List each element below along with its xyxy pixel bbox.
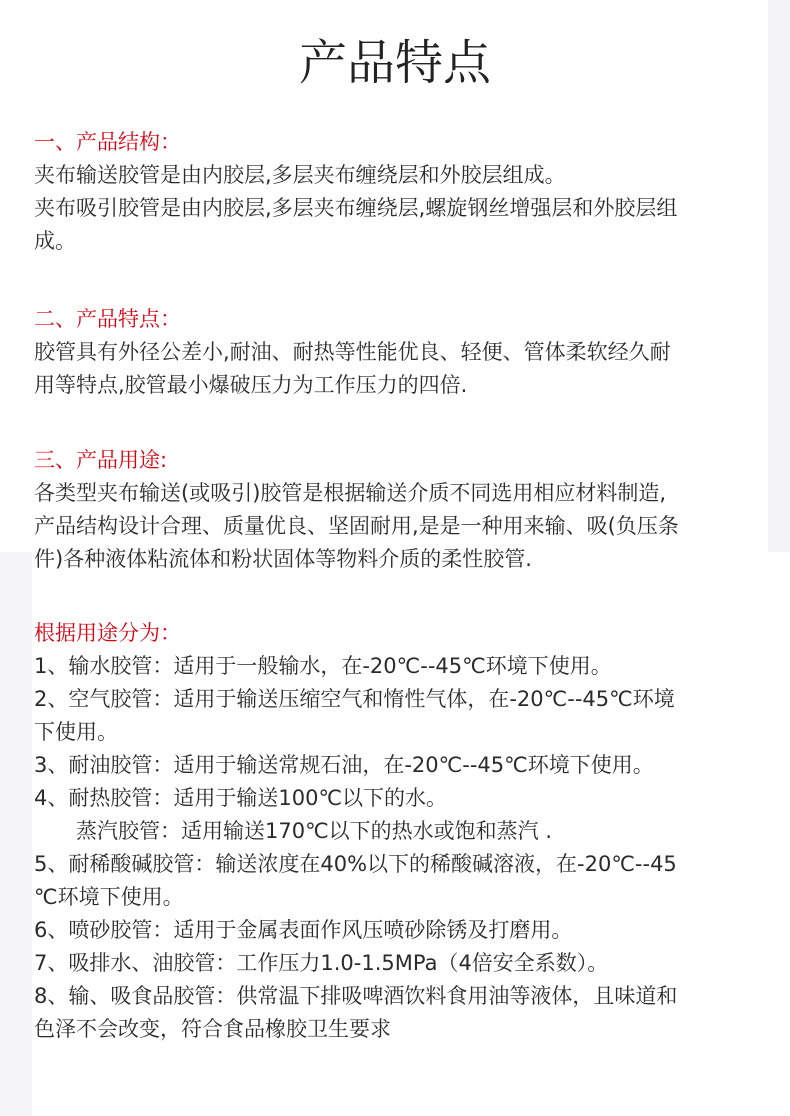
list-item: ℃环境下使用。: [34, 885, 184, 909]
section-heading-usage: 三、产品用途:: [34, 448, 168, 472]
page-title: 产品特点: [298, 35, 491, 91]
list-item: 4、耐热胶管：适用于输送100℃以下的水。: [34, 786, 448, 810]
section-classification: [34, 617, 764, 1046]
section-structure: [34, 126, 764, 258]
list-item: 3、耐油胶管：适用于输送常规石油，在-20℃--45℃环境下使用。: [34, 753, 654, 777]
list-item: 下使用。: [34, 720, 118, 744]
section-heading-classification: 根据用途分为：: [34, 621, 181, 645]
section-usage: [34, 444, 764, 576]
background-shade-left: [0, 552, 32, 1116]
list-item: 2、空气胶管：适用于输送压缩空气和惰性气体，在-20℃--45℃环境: [34, 687, 675, 711]
paragraph-line: 夹布输送胶管是由内胶层,多层夹布缠绕层和外胶层组成。: [34, 163, 566, 187]
list-item: 色泽不会改变，符合食品橡胶卫生要求: [34, 1017, 391, 1041]
section-heading-structure: 一、产品结构：: [34, 130, 181, 154]
paragraph-line: 夹布吸引胶管是由内胶层,多层夹布缠绕层,螺旋钢丝增强层和外胶层组: [34, 196, 678, 220]
paragraph-line: 产品结构设计合理、质量优良、坚固耐用,是是一种用来输、吸(负压条: [34, 514, 679, 538]
paragraph-line: 用等特点,胶管最小爆破压力为工作压力的四倍.: [34, 373, 468, 397]
list-item: 8、输、吸食品胶管：供常温下排吸啤酒饮料食用油等液体，且味道和: [34, 984, 678, 1008]
section-heading-features: 二、产品特点：: [34, 307, 181, 331]
list-item: 蒸汽胶管：适用输送170℃以下的热水或饱和蒸汽 .: [76, 819, 553, 843]
list-item: 6、喷砂胶管：适用于金属表面作风压喷砂除锈及打磨用。: [34, 918, 573, 942]
list-item: 5、耐稀酸碱胶管：输送浓度在40%以下的稀酸碱溶液，在-20℃--45: [34, 852, 677, 876]
paragraph-line: 件)各种液体粘流体和粉状固体等物料介质的柔性胶管.: [34, 547, 532, 571]
list-item: 7、吸排水、油胶管：工作压力1.0-1.5MPa（4倍安全系数）。: [34, 951, 609, 975]
list-item: 1、输水胶管：适用于一般输水，在-20℃--45℃环境下使用。: [34, 654, 612, 678]
paragraph-line: 成。: [34, 229, 76, 253]
section-features: [34, 303, 764, 402]
paragraph-line: 各类型夹布输送(或吸引)胶管是根据输送介质不同选用相应材料制造,: [34, 481, 667, 505]
paragraph-line: 胶管具有外径公差小,耐油、耐热等性能优良、轻便、管体柔软经久耐: [34, 340, 671, 364]
